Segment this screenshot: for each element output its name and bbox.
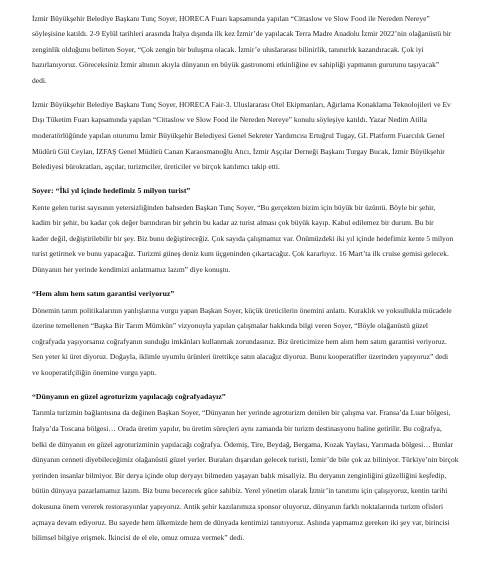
paragraph-line: Sen yeter ki üret diyoruz. Doğayla, iklimle uyumlu ürünleri ürettikçe satın alacağız diyoruz. Bunu kooperatifler üzerinden yapıyoruz” dedi	[32, 352, 449, 362]
article-paragraph-2	[32, 97, 477, 175]
paragraph-line: kader değil, değiştirilebilir bir şey. Biz bunu değiştireceğiz. Çok sayıda çalışmamız var. Önümüzdeki iki yıl içinde hedefimiz kente 5 milyon	[32, 233, 454, 243]
paragraph-line: Dünyanın her yerinde kendimizi anlatmamız lazım” diye konuştu.	[32, 265, 231, 275]
paragraph-line: Dışı Tüketim Fuarı kapsamında yapılan “Cittaslow ve Slow Food ile Nereden Nereye” konulu söyleşiye katıldı. Yazar Nedim Atilla	[32, 115, 427, 125]
paragraph-line: coğrafyada yaşıyorsanız coğrafyanın sunduğu imkânları kullanmak zorundasınız. Biz üreticimize hem alım hem satım garantisi veriyoruz.	[32, 336, 447, 346]
paragraph-line: dünyanın cenneti diyebileceğimiz olağanüstü güzel yerler. Buraları dışarıdan gelecek turisti, İzmir’de bile çok az biliniyor. Türkiye’nin birçok	[32, 455, 459, 465]
paragraph-line: belki de dünyanın en güzel agroturizminin yapılacağı coğrafya. Ödemiş, Tire, Beydağ, Bergama, Kozak Yaylası, Yarımada bölgesi… Bunlar	[32, 439, 454, 449]
paragraph-line: Kente gelen turist sayısının yetersizliğinden bahseden Başkan Tunç Soyer, “Bu gerçekten bizim için büyük bir üzüntü. Böyle bir şehir,	[32, 202, 436, 212]
paragraph-line: açmaya devam ediyoruz. Bu sayede hem ülkemizde hem de dünyada kentimizi tanıtıyoruz. Aslında yapmamız gereken iki şey var, birincisi	[32, 517, 450, 527]
paragraph-line: Dönemin tarım politikalarının yanlışlarına vurgu yapan Başkan Soyer, küçük üreticilerin önemini anlattı. Kuraklık ve yoksullukla mücadele	[32, 305, 452, 315]
section-heading-2: “Hem alım hem satım garantisi veriyoruz”	[32, 289, 175, 299]
paragraph-line: zenginlik olduğunu belirten Soyer, “Çok zengin bir buluşma olacak. İzmir’e uluslararası bilinirlik, tanınırlık kazandıracak. Çok iyi	[32, 44, 424, 54]
paragraph-line: dokusuna önem vererek restorasyonlar yapıyoruz. Antik şehir kazılarımıza sponsor oluyoruz, dünyanın farklı noktalarında turizm ofisleri	[32, 501, 444, 511]
paragraph-line: turist getirmek ve bunu yapacağız. Turizmi güneş deniz kum üçgeninden çıkartacağız. Çok kararlıyız. 16 Mart’ta ilk cruise gemisi gelecek.	[32, 249, 449, 259]
paragraph-line: yerinden insanlar bilmiyor. Bir derya içinde olup deryayı bilmeden yaşayan balık misaliyiz. Bu deryanın zenginliğini güzelliğini keşfedip,	[32, 470, 447, 480]
paragraph-line: bilimsel bilgiye erişmek. İkincisi de el ele, omuz omuza vermek” dedi.	[32, 533, 245, 543]
paragraph-line: İtalya’da Toscana bölgesi… Orada üretim yapılır, bu üretim süreçleri aynı zamanda bir turizm destinasyonu haline getirilir. Bu coğrafya,	[32, 423, 442, 433]
section-heading-3: “Dünyanın en güzel agroturizm yapılacağı coğrafyadayız”	[32, 391, 226, 401]
article-paragraph-1	[32, 11, 477, 89]
article-paragraph-3	[32, 200, 477, 278]
paragraph-line: bütün dünyaya pazarlamamız lazım. Biz bunu becerecek güce sahibiz. Yerel yönetim olarak İzmir’in tanıtımı için çalışıyoruz, kentin tarihi	[32, 486, 448, 496]
article-body	[32, 11, 477, 546]
article-paragraph-4	[32, 303, 477, 381]
paragraph-line: İzmir Büyükşehir Belediye Başkanı Tunç Soyer, HORECA Fair-3. Uluslararası Otel Ekipmanları, Ağırlama Konaklama Teknolojileri ve Ev	[32, 99, 451, 109]
paragraph-line: Tarımla turizmin bağlantısına da değinen Başkan Soyer, “Dünyanın her yerinde agroturizm denilen bir çalışma var. Fransa’da Luar bölgesi,	[32, 408, 451, 418]
paragraph-line: hazırlanıyoruz. Göreceksiniz İzmir alnının akıyla dünyanın en büyük gastronomi etkinliğine ev sahipliği yapmanın gururunu taşıyacak”	[32, 60, 440, 70]
paragraph-line: Müdürü Gül Ceylan, İZFAŞ Genel Müdürü Canan Karaosmanoğlu Atıcı, İzmir Aşçılar Derneği Başkanı Turgay Bucak, İzmir Büyükşehir	[32, 146, 445, 156]
section-heading-1: Soyer: “İki yıl içinde hedefimiz 5 milyon turist”	[32, 186, 191, 196]
paragraph-line: dedi.	[32, 75, 47, 85]
paragraph-line: söyleşisine katıldı. 2-9 Eylül tarihleri arasında İtalya dışında ilk kez İzmir’de yapılacak Terra Madre Anadolu İzmir 2022’nin olağanüstü bir	[32, 29, 452, 39]
paragraph-line: İzmir Büyükşehir Belediye Başkanı Tunç Soyer, HORECA Fuarı kapsamında yapılan “Cittaslow ve Slow Food ile Nereden Nereye”	[32, 13, 430, 23]
paragraph-line: üzerine temellenen “Başka Bir Tarım Mümkün” vizyonuyla yapılan çalışmalar hakkında bilgi veren Soyer, “Böyle olağanüstü güzel	[32, 321, 428, 331]
paragraph-line: Belediyesi bürokratları, aşçılar, turizmciler, üreticiler ve birçok katılımcı takip etti.	[32, 162, 280, 172]
paragraph-line: kadim bir şehir, bu kadar çok değer barındıran bir şehrin bu kadar az turist alması çok büyük kayıp. Kabul edilemez bir durum. Bu bir	[32, 218, 434, 228]
paragraph-line: ve kooperatifçiliğin önemine vurgu yaptı.	[32, 367, 157, 377]
article-paragraph-5	[32, 405, 477, 545]
paragraph-line: moderatörlüğünde yapılan oturumu İzmir Büyükşehir Belediyesi Genel Sekreter Yardımcısı Ertuğrul Tugay, GL Platform Fuarcılık Genel	[32, 131, 445, 141]
